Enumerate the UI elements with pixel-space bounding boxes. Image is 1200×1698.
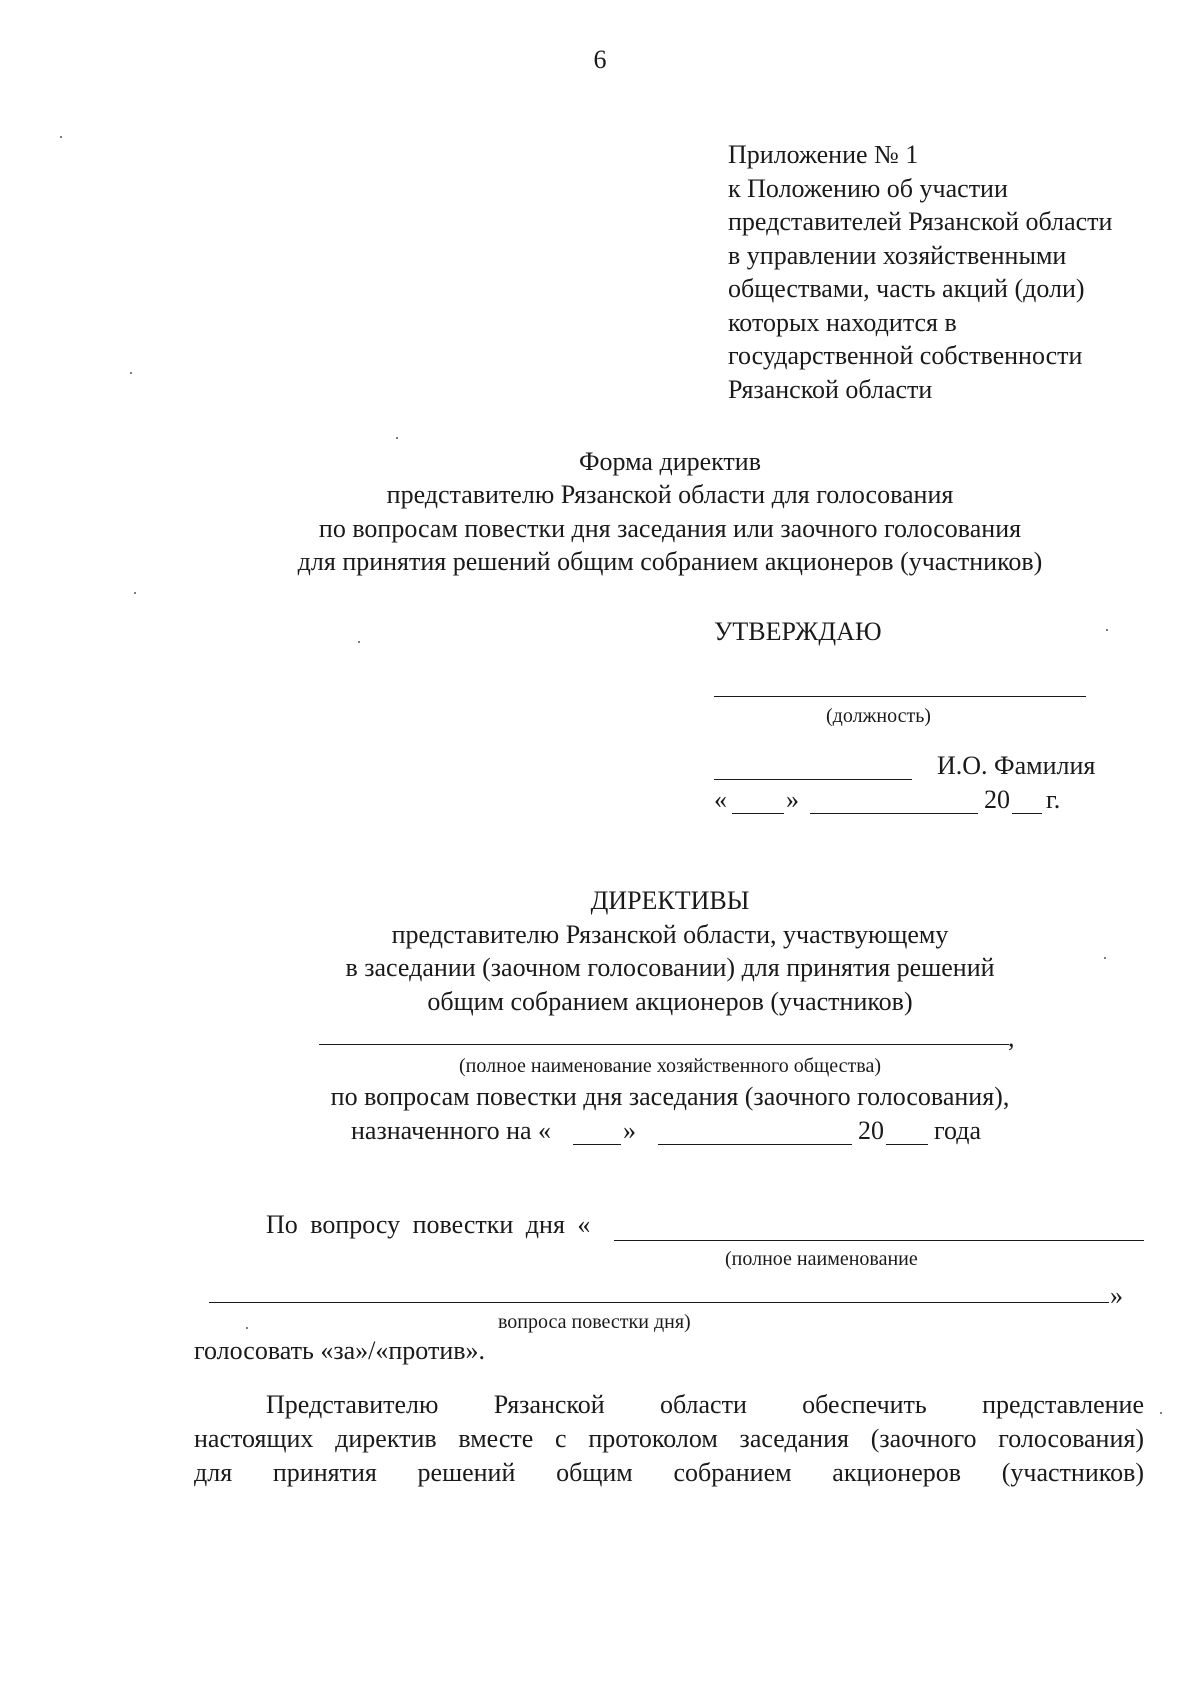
date-month-line: [810, 813, 978, 814]
directives-line: общим собранием акционеров (участников): [427, 987, 913, 1016]
approve-heading: УТВЕРЖДАЮ: [714, 617, 882, 646]
scan-speck: [396, 437, 398, 439]
scheduled-suffix: года: [934, 1116, 982, 1145]
date-year-line: [1012, 813, 1042, 814]
appendix-line: государственной собственности: [728, 341, 1083, 370]
scan-speck: [358, 641, 360, 643]
scan-speck: [130, 372, 132, 374]
date-quote-close: »: [786, 785, 799, 814]
scan-speck: [1106, 629, 1108, 631]
page-number: 6: [593, 45, 607, 74]
question-caption-1: (полное наименование: [725, 1248, 918, 1270]
appendix-line: Рязанской области: [728, 375, 933, 404]
scan-speck: [60, 136, 62, 138]
form-title-line: представителю Рязанской области для голосования: [386, 480, 954, 509]
form-title-line: по вопросам повестки дня заседания или заочного голосования: [318, 514, 1022, 543]
company-caption: (полное наименование хозяйственного общества): [458, 1055, 882, 1077]
appendix-line: которых находится в: [728, 308, 957, 337]
appendix-line: к Положению об участии: [728, 174, 1008, 203]
directives-line: в заседании (заочном голосовании) для принятия решений: [345, 953, 995, 982]
position-line: [714, 696, 1086, 697]
date-year-suffix: г.: [1046, 785, 1061, 814]
appendix-line: представителей Рязанской области: [728, 207, 1113, 236]
company-comma: ,: [1008, 1023, 1015, 1052]
final-paragraph-line: настоящих директив вместе с протоколом заседания (заочного голосования): [194, 1424, 1144, 1453]
appendix-line: обществами, часть акций (доли): [728, 274, 1085, 303]
scan-speck: [134, 592, 136, 594]
scan-speck: [1104, 957, 1106, 959]
directives-line: представителю Рязанской области, участвующему: [391, 920, 949, 949]
appendix-line: в управлении хозяйственными: [728, 241, 1067, 270]
approver-name: И.О. Фамилия: [937, 751, 1096, 780]
signature-line: [714, 779, 912, 780]
final-paragraph-line: Представителю Рязанской области обеспечить представление: [266, 1390, 1144, 1419]
scan-speck: [246, 1327, 248, 1329]
question-name-line-1: [614, 1240, 1144, 1241]
directives-heading: ДИРЕКТИВЫ: [590, 886, 750, 915]
company-name-line: [319, 1044, 1009, 1045]
date-day-line: [732, 813, 784, 814]
question-vote: голосовать «за»/«против».: [194, 1336, 486, 1365]
scan-speck: [1160, 1412, 1162, 1414]
date-year-prefix: 20: [984, 785, 1010, 814]
date-quote-open: «: [714, 785, 727, 814]
question-close: »: [1110, 1281, 1123, 1310]
scheduled-year-line: [886, 1144, 928, 1145]
scheduled-day-line: [573, 1144, 621, 1145]
appendix-line: Приложение № 1: [728, 140, 919, 169]
form-title-line: Форма директив: [579, 447, 761, 476]
scheduled-prefix: назначенного на «: [351, 1116, 552, 1145]
final-paragraph-line: для принятия решений общим собранием акционеров (участников): [194, 1458, 1144, 1487]
form-title-line: для принятия решений общим собранием акционеров (участников): [297, 547, 1043, 576]
scheduled-year: 20: [858, 1116, 884, 1145]
scheduled-month-line: [658, 1144, 852, 1145]
question-lead: По вопросу повестки дня «: [266, 1210, 591, 1239]
scheduled-quote-close: »: [623, 1116, 636, 1145]
question-caption-2: вопроса повестки дня): [498, 1311, 691, 1333]
position-caption: (должность): [826, 705, 931, 727]
question-name-line-2: [209, 1302, 1109, 1303]
agenda-line: по вопросам повестки дня заседания (заочного голосования),: [330, 1082, 1010, 1111]
